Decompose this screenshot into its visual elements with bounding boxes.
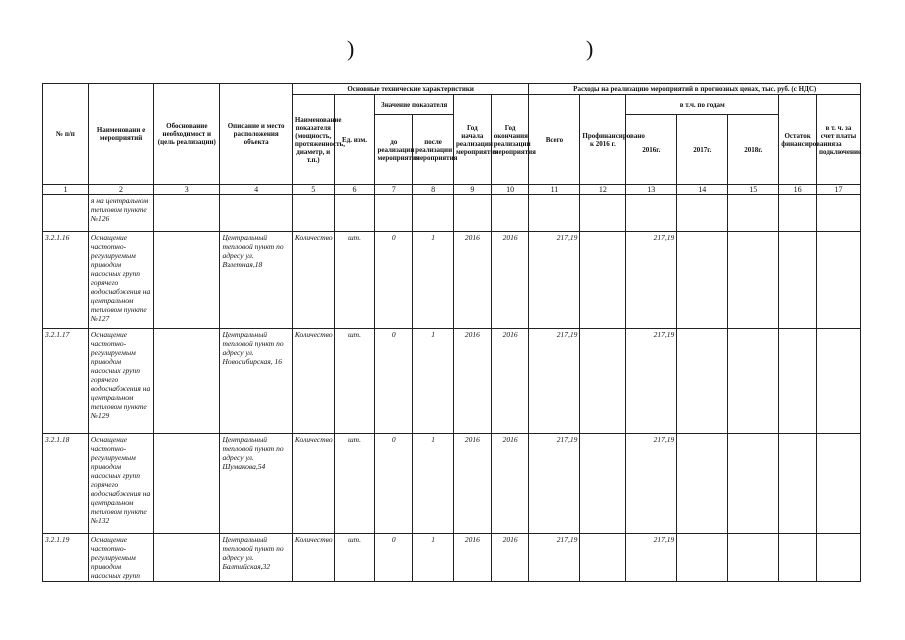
cell-justify <box>154 195 220 232</box>
cell-2017 <box>677 434 728 534</box>
cell-start: 2016 <box>453 329 491 434</box>
cell-num: 3.2.1.19 <box>43 534 89 582</box>
col-number: 1 <box>43 185 89 195</box>
cell-name: я на центральном тепловом пункте №126 <box>88 195 153 232</box>
cell-financed <box>580 329 626 434</box>
col-number: 5 <box>292 185 334 195</box>
cell-after: 1 <box>413 329 454 434</box>
header-after: после реализации мероприятия <box>413 115 454 185</box>
cell-remain <box>779 534 817 582</box>
cell-remain <box>779 329 817 434</box>
header-year-start: Год начала реализации мероприятия <box>453 95 491 185</box>
table-row <box>43 329 861 434</box>
cell-justify <box>154 329 220 434</box>
header-2016: 2016г. <box>626 115 677 185</box>
header-by-year: в т.ч. по годам <box>626 95 779 115</box>
cell-location: Центральный тепловой пункт по адресу ул. Шумакова,54 <box>220 434 292 534</box>
header-value-group: Значение показателя <box>375 95 454 115</box>
cell-before: 0 <box>375 434 413 534</box>
cell-2017 <box>677 329 728 434</box>
cell-start <box>453 195 491 232</box>
cell-end: 2016 <box>491 534 529 582</box>
cell-fee <box>817 232 861 329</box>
header-justify: Обоснование необходимост и (цель реализации) <box>154 84 220 185</box>
cell-remain <box>779 232 817 329</box>
header-unit: Ед. изм. <box>334 95 375 185</box>
header-2018: 2018г. <box>728 115 779 185</box>
page-mark-left: ) <box>347 36 355 61</box>
cell-total: 217,19 <box>529 329 580 434</box>
header-cost-group: Расходы на реализацию мероприятий в прогнозных ценах, тыс. руб. (с НДС) <box>529 84 861 95</box>
table-row <box>43 195 861 232</box>
table-row <box>43 434 861 534</box>
cell-location: Центральный тепловой пункт по адресу ул. Взлетная,18 <box>220 232 292 329</box>
cell-total: 217,19 <box>529 232 580 329</box>
cell-2018 <box>728 195 779 232</box>
cell-unit <box>334 195 375 232</box>
col-number: 17 <box>817 185 861 195</box>
cell-location: Центральный тепловой пункт по адресу ул. Новосибирская, 16 <box>220 329 292 434</box>
header-financed: Профинансировано к 2016 г. <box>580 95 626 185</box>
investment-table-sheet <box>42 83 861 578</box>
cell-financed <box>580 195 626 232</box>
cell-total: 217,19 <box>529 534 580 582</box>
cell-end <box>491 195 529 232</box>
cell-remain <box>779 195 817 232</box>
header-num: № п/п <box>43 84 89 185</box>
cell-before: 0 <box>375 232 413 329</box>
cell-2016: 217,19 <box>626 232 677 329</box>
cell-after <box>413 195 454 232</box>
header-total: Всего <box>529 95 580 185</box>
col-number: 2 <box>88 185 153 195</box>
cell-unit: шт. <box>334 232 375 329</box>
cell-start: 2016 <box>453 232 491 329</box>
cell-2017 <box>677 232 728 329</box>
col-number: 6 <box>334 185 375 195</box>
page-mark-right: ) <box>586 36 594 61</box>
cell-justify <box>154 434 220 534</box>
cell-num: 3.2.1.18 <box>43 434 89 534</box>
cell-indicator: Количество <box>292 232 334 329</box>
cell-name: Оснащение частотно-регулируемым приводом насосных групп горячего водоснабжения на центральном тепловом пункте №132 <box>88 434 153 534</box>
cell-end: 2016 <box>491 232 529 329</box>
cell-unit: шт. <box>334 534 375 582</box>
cell-fee <box>817 329 861 434</box>
cell-2016: 217,19 <box>626 534 677 582</box>
header-before: до реализации мероприятия <box>375 115 413 185</box>
cell-fee <box>817 195 861 232</box>
cell-num: 3.2.1.17 <box>43 329 89 434</box>
cell-2018 <box>728 534 779 582</box>
cell-financed <box>580 232 626 329</box>
col-number: 10 <box>491 185 529 195</box>
col-number: 7 <box>375 185 413 195</box>
cell-unit: шт. <box>334 434 375 534</box>
cell-num: 3.2.1.16 <box>43 232 89 329</box>
cell-name: Оснащение частотно-регулируемым приводом насосных групп <box>88 534 153 582</box>
cell-before <box>375 195 413 232</box>
cell-before: 0 <box>375 534 413 582</box>
cell-name: Оснащение частотно-регулируемым приводом насосных групп горячего водоснабжения на центральном тепловом пункте №129 <box>88 329 153 434</box>
col-number: 16 <box>779 185 817 195</box>
cell-2016: 217,19 <box>626 329 677 434</box>
header-year-end: Год окончания реализации мероприятия <box>491 95 529 185</box>
cell-2017 <box>677 534 728 582</box>
cell-end: 2016 <box>491 434 529 534</box>
cell-financed <box>580 534 626 582</box>
col-number: 14 <box>677 185 728 195</box>
cell-unit: шт. <box>334 329 375 434</box>
col-number: 4 <box>220 185 292 195</box>
col-number: 8 <box>413 185 454 195</box>
cell-2017 <box>677 195 728 232</box>
header-tech-group: Основные технические характеристики <box>292 84 529 95</box>
cell-indicator: Количество <box>292 434 334 534</box>
cell-start: 2016 <box>453 534 491 582</box>
cell-total <box>529 195 580 232</box>
cell-start: 2016 <box>453 434 491 534</box>
table-row <box>43 534 861 582</box>
cell-after: 1 <box>413 534 454 582</box>
cell-2018 <box>728 232 779 329</box>
col-number: 12 <box>580 185 626 195</box>
cell-indicator <box>292 195 334 232</box>
cell-name: Оснащение частотно-регулируемым приводом насосных групп горячего водоснабжения на центральном тепловом пункте №127 <box>88 232 153 329</box>
cell-fee <box>817 434 861 534</box>
col-number: 15 <box>728 185 779 195</box>
col-number: 3 <box>154 185 220 195</box>
col-number: 11 <box>529 185 580 195</box>
cell-2018 <box>728 434 779 534</box>
cell-location <box>220 195 292 232</box>
cell-2016: 217,19 <box>626 434 677 534</box>
cell-remain <box>779 434 817 534</box>
header-remain: Остаток финансирования <box>779 95 817 185</box>
cell-location: Центральный тепловой пункт по адресу ул. Балтийская,32 <box>220 534 292 582</box>
cell-indicator: Количество <box>292 329 334 434</box>
cell-justify <box>154 534 220 582</box>
cell-indicator: Количество <box>292 534 334 582</box>
header-location: Описание и место расположения объекта <box>220 84 292 185</box>
col-number: 13 <box>626 185 677 195</box>
cell-before: 0 <box>375 329 413 434</box>
header-indicator: Наименование показателя (мощность, протяженность, диаметр, и т.п.) <box>292 95 334 185</box>
cell-financed <box>580 434 626 534</box>
cell-total: 217,19 <box>529 434 580 534</box>
cell-2018 <box>728 329 779 434</box>
col-number: 9 <box>453 185 491 195</box>
cell-justify <box>154 232 220 329</box>
header-2017: 2017г. <box>677 115 728 185</box>
investment-program-table <box>42 83 861 582</box>
table-row <box>43 232 861 329</box>
cell-after: 1 <box>413 232 454 329</box>
header-name: Наименовани е мероприятий <box>88 84 153 185</box>
cell-end: 2016 <box>491 329 529 434</box>
cell-2016 <box>626 195 677 232</box>
cell-num <box>43 195 89 232</box>
cell-after: 1 <box>413 434 454 534</box>
header-incl-fee: в т. ч. за счет платы за подключение <box>817 95 861 185</box>
cell-fee <box>817 534 861 582</box>
